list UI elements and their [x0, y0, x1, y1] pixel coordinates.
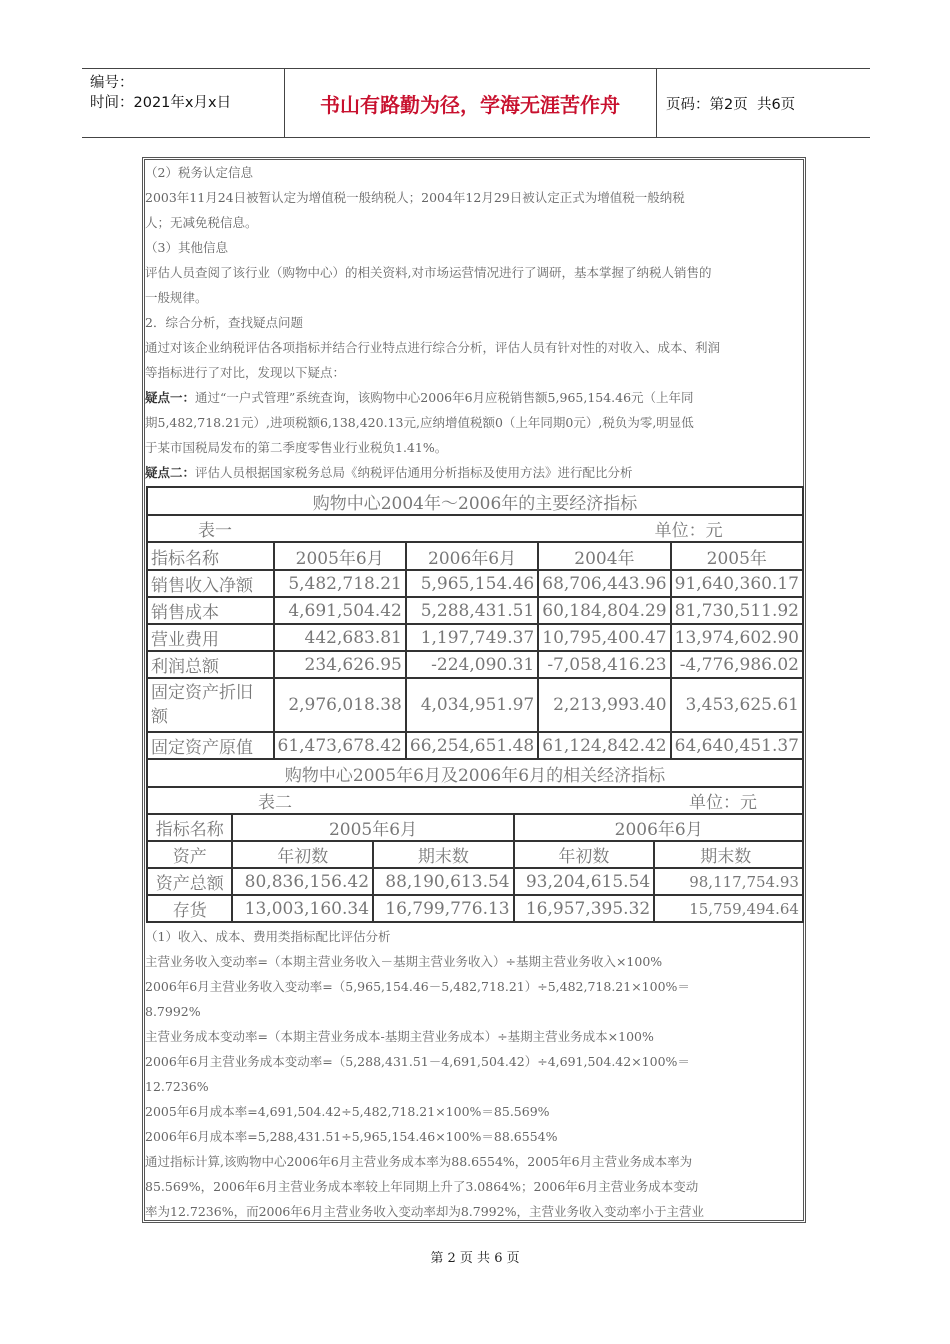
- table-cell: 16,957,395.32: [514, 895, 655, 922]
- paragraph-line: 85.569%，2006年6月主营业务成本率较上年同期上升了3.0864%；2006年6月主营业务成本变动: [145, 1179, 699, 1194]
- paragraph-line: 人；无减免税信息。: [145, 215, 258, 230]
- economic-indicators-table: [146, 486, 804, 760]
- table-unit: 单位：元: [538, 515, 803, 542]
- table-cell: 61,473,678.42: [274, 732, 406, 759]
- row-label: 营业费用: [147, 624, 274, 651]
- table-cell: 4,691,504.42: [274, 597, 406, 624]
- paragraph-line: 主营业务成本变动率=（本期主营业务成本-基期主营业务成本）÷基期主营业务成本×100%: [145, 1029, 654, 1044]
- table-cell: 2,213,993.40: [538, 678, 670, 732]
- doubt-one: [145, 385, 805, 410]
- table-cell: 234,626.95: [274, 651, 406, 678]
- column-header: 指标名称: [147, 542, 274, 570]
- table-cell: 5,965,154.46: [406, 570, 538, 597]
- assets-table: [146, 758, 804, 923]
- row-label: 固定资产折旧额: [147, 678, 274, 732]
- table-header-row: [147, 814, 803, 841]
- header-motto: 书山有路勤为径，学海无涯苦作舟: [320, 92, 620, 117]
- column-header: 2005年6月: [232, 814, 513, 841]
- table-cell: 98,117,754.93: [654, 868, 803, 895]
- paragraph-line: 2005年6月成本率=4,691,504.42÷5,482,718.21×100%＝85.569%: [145, 1104, 550, 1119]
- doubt-one-text: 通过“一户式管理”系统查询，该购物中心2006年6月应税销售额5,965,154.46元（上年同: [195, 390, 694, 405]
- column-header: 2005年: [671, 542, 803, 570]
- header-page-code: 页码：第2页 共6页: [666, 96, 796, 113]
- table-cell: 68,706,443.96: [538, 570, 670, 597]
- paragraph-line: （2）税务认定信息: [145, 165, 253, 180]
- table-row: [147, 651, 803, 678]
- time-label: 时间：2021年x月x日: [90, 95, 232, 111]
- column-header: 2006年6月: [514, 814, 803, 841]
- table-title: 购物中心2005年6月及2006年6月的相关经济指标: [147, 759, 803, 787]
- paragraph-line: 通过对该企业纳税评估各项指标并结合行业特点进行综合分析，评估人员有针对性的对收入、成本、利润: [145, 340, 721, 355]
- table-cell: 81,730,511.92: [671, 597, 803, 624]
- table-cell: 442,683.81: [274, 624, 406, 651]
- table-cell: 4,034,951.97: [406, 678, 538, 732]
- table-row: [147, 868, 803, 895]
- column-header: 期末数: [373, 841, 514, 868]
- paragraph-line: 评估人员查阅了该行业（购物中心）的相关资料,对市场运营情况进行了调研，基本掌握了纳税人销售的: [145, 265, 712, 280]
- row-label: 销售收入净额: [147, 570, 274, 597]
- table-subheader-row: [147, 841, 803, 868]
- paragraph-line: 2．综合分析，查找疑点问题: [145, 315, 303, 330]
- paragraph-line: 等指标进行了对比，发现以下疑点：: [145, 365, 346, 380]
- table-row: [147, 895, 803, 922]
- table-cell: 60,184,804.29: [538, 597, 670, 624]
- table-unit: 单位：元: [373, 787, 803, 814]
- table-cell: 5,288,431.51: [406, 597, 538, 624]
- table-cell: 13,003,160.34: [232, 895, 373, 922]
- table-cell: 80,836,156.42: [232, 868, 373, 895]
- paragraph-line: 一般规律。: [145, 290, 208, 305]
- body-text-top: [145, 160, 805, 485]
- table-row: [147, 678, 803, 732]
- table-cell: 10,795,400.47: [538, 624, 670, 651]
- paragraph-line: （1）收入、成本、费用类指标配比评估分析: [145, 929, 391, 944]
- table-cell: -4,776,986.02: [671, 651, 803, 678]
- doubt-two-text: 评估人员根据国家税务总局《纳税评估通用分析指标及使用方法》进行配比分析: [195, 465, 633, 480]
- table-cell: 16,799,776.13: [373, 895, 514, 922]
- table-number: 表一: [147, 515, 538, 542]
- row-label: 利润总额: [147, 651, 274, 678]
- table-cell: 64,640,451.37: [671, 732, 803, 759]
- table-row: [147, 597, 803, 624]
- number-label: 编号：: [90, 75, 134, 91]
- column-header: 年初数: [232, 841, 373, 868]
- column-header: 指标名称: [147, 814, 232, 841]
- table-cell: 2,976,018.38: [274, 678, 406, 732]
- paragraph-line: 8.7992%: [145, 1004, 201, 1019]
- body-text-bottom: [145, 924, 805, 1224]
- table-cell: 5,482,718.21: [274, 570, 406, 597]
- table-cell: -224,090.31: [406, 651, 538, 678]
- paragraph-line: 2006年6月主营业务成本变动率=（5,288,431.51－4,691,504.42）÷4,691,504.42×100%＝: [145, 1054, 690, 1069]
- paragraph-line: 12.7236%: [145, 1079, 209, 1094]
- paragraph-line: 通过指标计算,该购物中心2006年6月主营业务成本率为88.6554%，2005年6月主营业务成本率为: [145, 1154, 693, 1169]
- page-header: [82, 68, 870, 138]
- table-number: 表二: [147, 787, 373, 814]
- table-cell: 66,254,651.48: [406, 732, 538, 759]
- paragraph-line: 期5,482,718.21元）,进项税额6,138,420.13元,应纳增值税额0（上年同期0元）,税负为零,明显低: [145, 415, 694, 430]
- table-header-row: [147, 542, 803, 570]
- paragraph-line: （3）其他信息: [145, 240, 228, 255]
- row-label: 固定资产原值: [147, 732, 274, 759]
- table-cell: 88,190,613.54: [373, 868, 514, 895]
- column-header: 2004年: [538, 542, 670, 570]
- header-divider: [656, 69, 657, 137]
- column-header: 2006年6月: [406, 542, 538, 570]
- row-label: 资产总额: [147, 868, 232, 895]
- row-label: 存货: [147, 895, 232, 922]
- paragraph-line: 于某市国税局发布的第二季度零售业行业税负1.41%。: [145, 440, 448, 455]
- table-row: [147, 624, 803, 651]
- column-header: 期末数: [654, 841, 803, 868]
- paragraph-line: 2006年6月成本率=5,288,431.51÷5,965,154.46×100%＝88.6554%: [145, 1129, 558, 1144]
- paragraph-line: 2003年11月24日被暂认定为增值税一般纳税人；2004年12月29日被认定正式为增值税一般纳税: [145, 190, 685, 205]
- header-meta: [90, 73, 231, 113]
- table-cell: -7,058,416.23: [538, 651, 670, 678]
- row-label: 销售成本: [147, 597, 274, 624]
- table-cell: 15,759,494.64: [654, 895, 803, 922]
- paragraph-line: 2006年6月主营业务收入变动率=（5,965,154.46－5,482,718.21）÷5,482,718.21×100%＝: [145, 979, 690, 994]
- table-cell: 3,453,625.61: [671, 678, 803, 732]
- table-cell: 91,640,360.17: [671, 570, 803, 597]
- doubt-two: [145, 460, 805, 485]
- table-row: [147, 570, 803, 597]
- table-cell: 93,204,615.54: [514, 868, 655, 895]
- table-cell: 61,124,842.42: [538, 732, 670, 759]
- paragraph-line: 主营业务收入变动率=（本期主营业务收入－基期主营业务收入）÷基期主营业务收入×100%: [145, 954, 663, 969]
- column-header: 资产: [147, 841, 232, 868]
- table-cell: 13,974,602.90: [671, 624, 803, 651]
- page-footer: 第 2 页 共 6 页: [430, 1251, 520, 1266]
- doubt-two-label: 疑点二：: [145, 465, 196, 480]
- table-cell: 1,197,749.37: [406, 624, 538, 651]
- doubt-one-label: 疑点一：: [145, 390, 196, 405]
- table-title: 购物中心2004年～2006年的主要经济指标: [147, 487, 803, 515]
- column-header: 年初数: [514, 841, 655, 868]
- column-header: 2005年6月: [274, 542, 406, 570]
- table-row: [147, 732, 803, 759]
- paragraph-line: 率为12.7236%，而2006年6月主营业务收入变动率却为8.7992%，主营业务收入变动率小于主营业: [145, 1204, 704, 1219]
